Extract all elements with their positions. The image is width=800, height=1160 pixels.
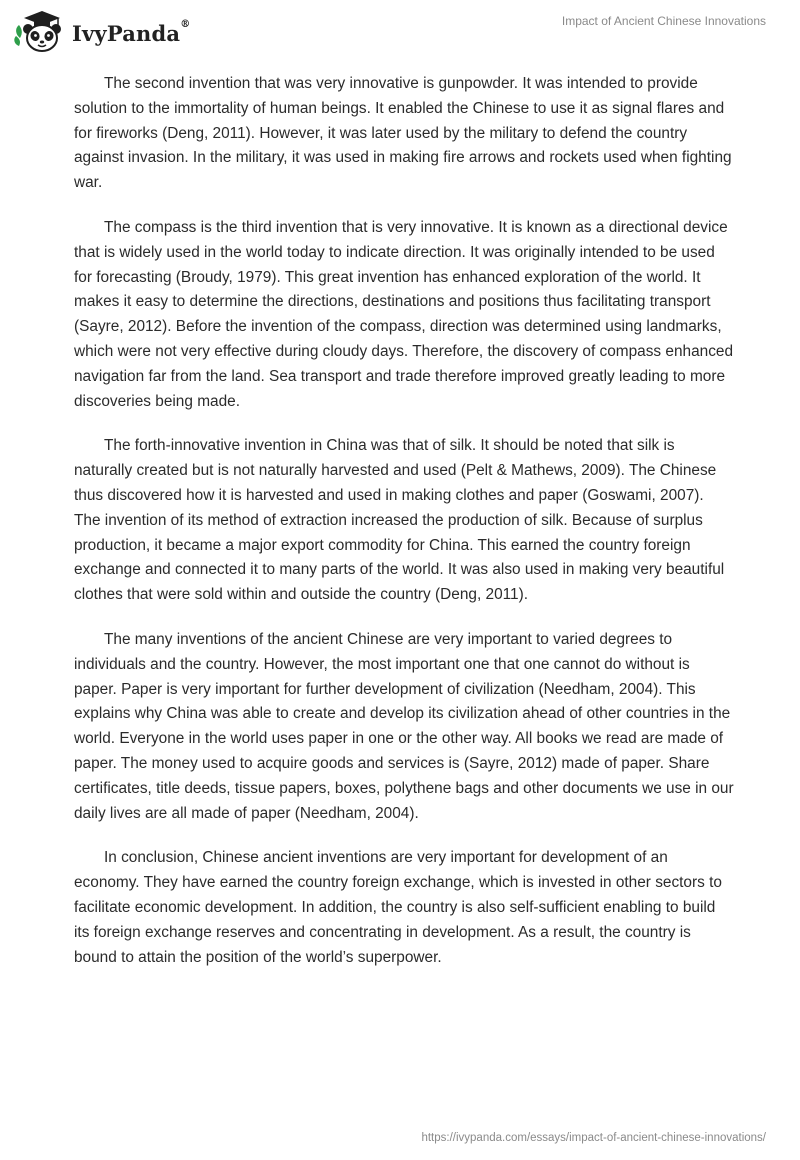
brand-name: IvyPanda® — [72, 18, 191, 46]
source-url[interactable]: https://ivypanda.com/essays/impact-of-ancient-chinese-innovations/ — [421, 1132, 766, 1144]
paragraph-conclusion: In conclusion, Chinese ancient inventions are very important for development of an economy. They have earned the country foreign exchange, which is invested in other sectors to facilitate economic development. In addition, the country is also self-sufficient enabling to build its foreign exchange reserves and concentrating in development. As a result, the country is bound to attain the position of the world’s superpower. — [74, 849, 722, 966]
document-title: Impact of Ancient Chinese Innovations — [561, 14, 766, 28]
ivypanda-logo[interactable] — [14, 8, 190, 54]
paragraph-paper: The many inventions of the ancient Chinese are very important to varied degrees to individuals and the country. However, the most important one that one cannot do without is paper. Paper is very important for further development of civilization (Needham, 2004). This explains why China was able to create and develop its civilization ahead of other countries in the world. Everyone in the world uses paper in one or the other way. All books we read are made of paper. The money used to acquire goods and services is (Sayre, 2012) made of paper. Share certificates, title deeds, tissue papers, boxes, polythene bags and other documents we use in our daily lives are all made of paper (Needham, 2004). — [74, 630, 734, 822]
panda-graduate-icon — [14, 8, 66, 54]
registered-mark: ® — [180, 18, 191, 30]
paragraph-gunpowder: The second invention that was very innovative is gunpowder. It was intended to provide solution to the immortality of human beings. It enabled the Chinese to use it as signal flares and for fireworks (Deng, 2011). However, it was later used by the military to defend the country against invasion. In the military, it was used in making fire arrows and rockets used when fighting war. — [74, 75, 732, 192]
paragraph-compass: The compass is the third invention that is very innovative. It is known as a directional device that is widely used in the world today to indicate direction. It was originally intended to be used for forecasting (Broudy, 1979). This great invention has enhanced exploration of the world. It makes it easy to determine the directions, destinations and positions thus facilitating transport (Sayre, 2012). Before the invention of the compass, direction was determined using landmarks, which were not very effective during cloudy days. Therefore, the discovery of compass enhanced navigation far from the land. Sea transport and trade therefore improved greatly leading to more discoveries being made. — [74, 218, 734, 410]
page-header — [0, 0, 800, 70]
paragraph-silk: The forth-innovative invention in China was that of silk. It should be noted that silk is naturally created but is not naturally harvested and used (Pelt & Mathews, 2009). The Chinese thus discovered how it is harvested and used in making clothes and paper (Goswami, 2007). The invention of its method of extraction increased the production of silk. Because of surplus production, it became a major export commodity for China. This earned the country foreign exchange and connected it to many parts of the world. It was also used in making very beautiful clothes that were sold within and outside the country (Deng, 2011). — [74, 437, 725, 604]
essay-body — [74, 72, 734, 990]
